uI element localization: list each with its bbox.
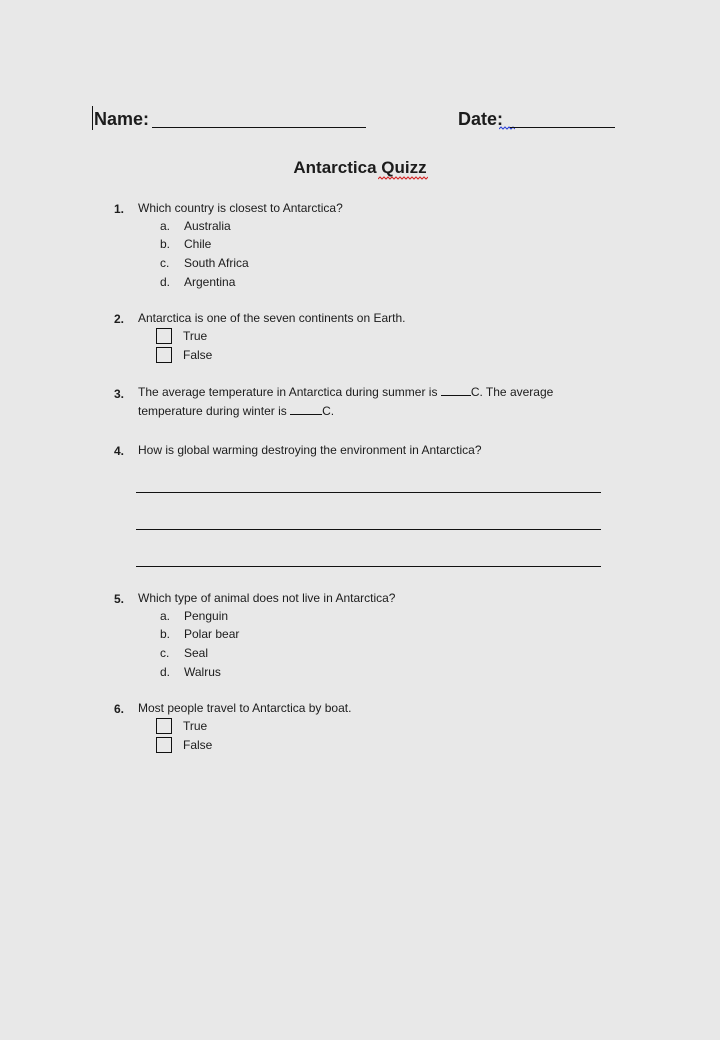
spellcheck-squiggle <box>378 176 428 181</box>
option-letter: c. <box>160 646 170 660</box>
option-item <box>160 626 239 642</box>
choice-label: False <box>183 738 213 752</box>
question-number: 2. <box>114 312 125 326</box>
option-item <box>160 645 208 661</box>
summer-temp-blank[interactable] <box>441 383 471 396</box>
text-cursor <box>92 106 93 130</box>
question-number: 5. <box>114 592 125 606</box>
option-item <box>160 255 249 271</box>
false-checkbox[interactable] <box>156 737 172 753</box>
question-text-part: C. <box>322 404 335 418</box>
name-label: Name: <box>94 109 150 129</box>
false-choice <box>156 347 212 363</box>
question-text-part: C. The average <box>470 385 554 399</box>
option-letter: b. <box>160 237 171 251</box>
true-choice <box>156 328 207 344</box>
option-item <box>160 608 228 624</box>
answer-line[interactable] <box>136 529 601 530</box>
false-checkbox[interactable] <box>156 347 172 363</box>
question-number: 1. <box>114 202 125 216</box>
option-letter: b. <box>160 627 171 641</box>
date-label: Date: <box>458 109 504 129</box>
option-item <box>160 274 235 290</box>
true-checkbox[interactable] <box>156 328 172 344</box>
question-text <box>138 383 628 421</box>
option-text: Walrus <box>184 665 221 679</box>
option-text: Polar bear <box>184 627 240 641</box>
option-text: Penguin <box>184 609 229 623</box>
question-number: 4. <box>114 444 125 458</box>
option-item <box>160 218 231 234</box>
answer-line[interactable] <box>136 492 601 493</box>
option-text: Chile <box>184 237 212 251</box>
option-text: Argentina <box>184 275 236 289</box>
question-text: Most people travel to Antarctica by boat. <box>138 701 352 715</box>
date-blank-line[interactable] <box>510 127 615 128</box>
option-text: South Africa <box>184 256 249 270</box>
option-letter: a. <box>160 609 171 623</box>
question-text: Antarctica is one of the seven continents on Earth. <box>138 311 406 325</box>
option-item <box>160 236 211 252</box>
question-number: 6. <box>114 702 125 716</box>
true-checkbox[interactable] <box>156 718 172 734</box>
option-text: Seal <box>184 646 209 660</box>
question-number: 3. <box>114 387 125 401</box>
winter-temp-blank[interactable] <box>290 402 322 415</box>
choice-label: True <box>183 719 208 733</box>
choice-label: False <box>183 348 213 362</box>
true-choice <box>156 718 207 734</box>
option-letter: d. <box>160 665 171 679</box>
option-item <box>160 664 221 680</box>
page-title: Antarctica Quizz <box>293 158 427 177</box>
option-letter: c. <box>160 256 170 270</box>
question-text-part: temperature during winter is <box>138 404 291 418</box>
answer-line[interactable] <box>136 566 601 567</box>
question-text-part: The average temperature in Antarctica during summer is <box>138 385 441 399</box>
option-letter: d. <box>160 275 171 289</box>
option-letter: a. <box>160 219 171 233</box>
false-choice <box>156 737 212 753</box>
option-text: Australia <box>184 219 231 233</box>
name-blank-line[interactable] <box>152 127 366 128</box>
question-text: How is global warming destroying the environment in Antarctica? <box>138 443 482 457</box>
choice-label: True <box>183 329 208 343</box>
question-text: Which type of animal does not live in Antarctica? <box>138 591 396 605</box>
question-text: Which country is closest to Antarctica? <box>138 201 343 215</box>
